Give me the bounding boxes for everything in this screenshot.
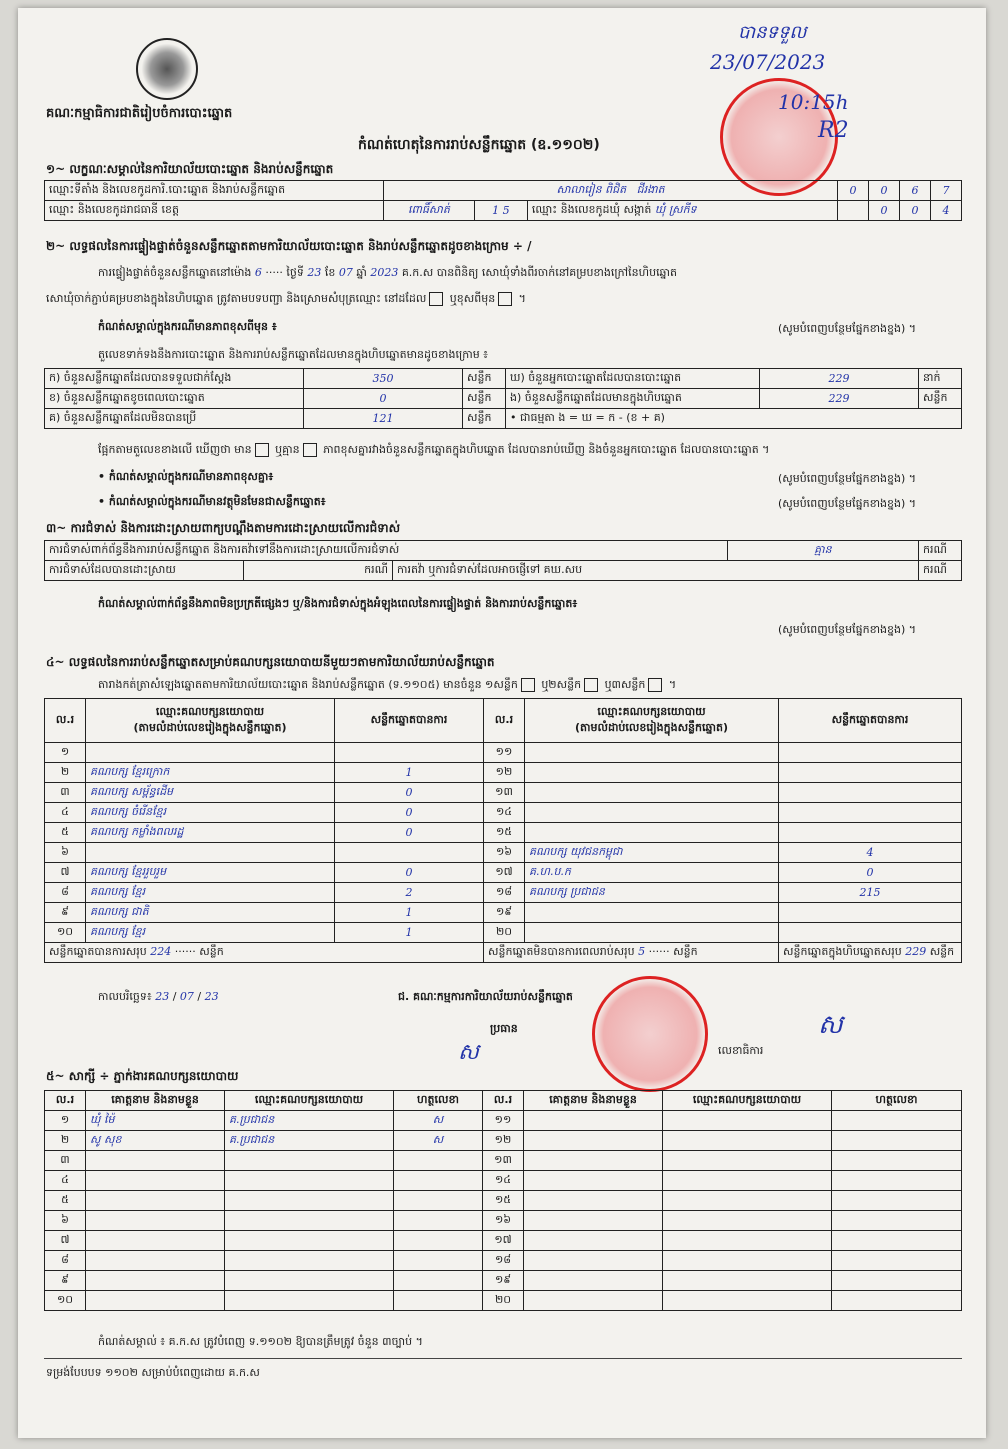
- party-votes: 2: [335, 883, 484, 903]
- witness-party: [225, 1151, 394, 1171]
- witness-party: [225, 1231, 394, 1251]
- unused-unit: សន្លឹក: [463, 409, 506, 429]
- verify-paragraph: ការផ្ទៀងផ្ទាត់ចំនួនសន្លឹកឆ្នោតនៅម៉ោង 6 ····· ថ្ងៃទី 23 ខែ 07 ឆ្នាំ 2023 គ.ក.ស បានពិនិត្យ សោឃុំទាំងពីរចាក់នៅគម្របខាងក្រៅនៃហិបឆ្នោត: [98, 266, 678, 279]
- party-no: ១៥: [484, 823, 525, 843]
- w-col-no-right: ល.រ: [483, 1091, 524, 1111]
- witness-name: [86, 1151, 225, 1171]
- party-name: គ.ហ.ប.ក: [525, 863, 779, 883]
- witness-signature: [832, 1251, 962, 1271]
- tally-sheet-line: តារាងកត់ត្រាសំឡេងឆ្នោតតាមការិយាល័យបោះឆ្នោត និងរាប់សន្លឹកឆ្នោត (ទ.១១០៥) មានចំនួន ១សន្លឹក ឬ២សន្លឹក ឬ៣សន្លឹក ។: [98, 678, 677, 691]
- col-party-left: ឈ្មោះគណបក្សនយោបាយ (តាមលំដាប់លេខរៀងក្នុងសន្លឹកឆ្នោត): [86, 699, 335, 743]
- party-no: ៣: [45, 783, 86, 803]
- witness-party: [225, 1171, 394, 1191]
- witness-row: [45, 1171, 962, 1191]
- witness-name: [86, 1251, 225, 1271]
- witness-signature: ស: [394, 1111, 483, 1131]
- witness-no: ៥: [45, 1191, 86, 1211]
- witness-no: ៧: [45, 1231, 86, 1251]
- same-checkbox[interactable]: [429, 292, 443, 306]
- witness-no: ១៥: [483, 1191, 524, 1211]
- witness-row: [45, 1111, 962, 1131]
- party-name: គណបក្ស យុវជនកម្ពុជា: [525, 843, 779, 863]
- witness-name: [86, 1271, 225, 1291]
- party-votes: 0: [335, 803, 484, 823]
- section1-heading: ១~ លក្ខណៈសម្គាល់នៃការិយាល័យបោះឆ្នោត និងរាប់សន្លឹកឆ្នោត: [46, 162, 334, 176]
- party-votes: 0: [335, 863, 484, 883]
- ballots-received-value: 350: [304, 369, 463, 389]
- in-box-unit: សន្លឹក: [919, 389, 962, 409]
- party-no: ១៧: [484, 863, 525, 883]
- witness-name: [524, 1151, 663, 1171]
- committee-signature-line: ជ. គណៈកម្មការការិយាល័យរាប់សន្លឹកឆ្នោត: [398, 990, 573, 1003]
- president-signature: ស: [458, 1040, 479, 1065]
- party-no: ២០: [484, 923, 525, 943]
- party-no: ៥: [45, 823, 86, 843]
- witness-no: ១៣: [483, 1151, 524, 1171]
- objection-value: គ្មាន: [727, 541, 918, 561]
- site-value: សាលារៀន ពិជិត ជីរងាត: [384, 181, 838, 201]
- witness-party: [225, 1251, 394, 1271]
- witness-name: [86, 1291, 225, 1311]
- discrepancy-line: ផ្អែកតាមតួលេខខាងលើ ឃើញថា មាន ឬគ្មាន ភាពខុសគ្នារវាងចំនួនសន្លឹកឆ្នោតក្នុងហិបឆ្នោត ដែលបានរាប់ឃើញ និងចំនួនអ្នកបោះឆ្នោត ដែលបានបោះឆ្នោត ។: [98, 443, 770, 456]
- witness-table: [44, 1090, 962, 1311]
- witness-name: [524, 1251, 663, 1271]
- witness-name: [86, 1211, 225, 1231]
- discrepancy-fill-note: (សូមបំពេញបន្ថែមផ្នែកខាងខ្នង) ។: [778, 472, 917, 485]
- party-votes: [779, 923, 962, 943]
- party-votes: [779, 743, 962, 763]
- irregularity-note: កំណត់សម្គាល់ពាក់ព័ន្ធនឹងភាពមិនប្រក្រតីផ្សេងៗ ឬ/និងការជំទាស់ក្នុងអំឡុងពេលនៃការផ្ទៀងផ្ទាត់ និងការរាប់សន្លឹកឆ្នោត៖: [98, 597, 578, 610]
- page-title: កំណត់ហេតុនៃការរាប់សន្លឹកឆ្នោត (ឧ.១១០២): [358, 137, 600, 153]
- witness-no: ២០: [483, 1291, 524, 1311]
- ballots-received-unit: សន្លឹក: [463, 369, 506, 389]
- col-votes-left: សន្លឹកឆ្នោតបានការ: [335, 699, 484, 743]
- voters-unit: នាក់: [919, 369, 962, 389]
- witness-row: [45, 1211, 962, 1231]
- party-row: [45, 903, 962, 923]
- resolved-value: ករណី: [244, 561, 393, 581]
- witness-row: [45, 1131, 962, 1151]
- party-no: ១: [45, 743, 86, 763]
- party-name: គណបក្ស ជាតិ: [86, 903, 335, 923]
- party-row: [45, 863, 962, 883]
- president-label: ប្រធាន: [490, 1022, 518, 1035]
- unused-value: 121: [304, 409, 463, 429]
- total-invalid: សន្លឹកឆ្នោតមិនបានការពេលរាប់សរុប 5 ······ សន្លឹក: [484, 943, 779, 963]
- section4-heading: ៤~ លទ្ធផលនៃការរាប់សន្លឹកឆ្នោតសម្រាប់គណបក្សនយោបាយនីមួយៗតាមការិយាល័យរាប់សន្លឹកឆ្នោត: [46, 655, 495, 669]
- party-votes: 215: [779, 883, 962, 903]
- voters-value: 229: [760, 369, 919, 389]
- party-name: [525, 743, 779, 763]
- witness-signature: [832, 1171, 962, 1191]
- secretary-signature: ស: [818, 1010, 843, 1040]
- difference-note: កំណត់សម្គាល់ក្នុងករណីមានភាពខុសពីមុន ៖: [98, 320, 277, 333]
- col-no-left: ល.រ: [45, 699, 86, 743]
- witness-name: [524, 1131, 663, 1151]
- resolved-label: ការជំទាស់ដែលបានដោះស្រាយ: [45, 561, 244, 581]
- w-col-party-left: ឈ្មោះគណបក្សនយោបាយ: [225, 1091, 394, 1111]
- witness-signature: [394, 1271, 483, 1291]
- appeal-label: ការតវ៉ា ឬការជំទាស់ដែលអាចផ្ញើទៅ គឃ.សប: [393, 561, 919, 581]
- site-code-1: 0: [838, 181, 869, 201]
- difference-fill-note: (សូមបំពេញបន្ថែមផ្នែកខាងខ្នង) ។: [778, 322, 917, 335]
- witness-signature: [832, 1191, 962, 1211]
- party-votes: [335, 743, 484, 763]
- figures-intro: តួលេខទាក់ទងនឹងការបោះឆ្នោត និងការរាប់សន្លឹកឆ្នោតដែលមានក្នុងហិបឆ្នោតមានដូចខាងក្រោម ៖: [98, 348, 489, 361]
- witness-name: [524, 1111, 663, 1131]
- witness-party: គ.ប្រជាជន: [225, 1131, 394, 1151]
- party-votes: 0: [335, 823, 484, 843]
- party-votes: 1: [335, 763, 484, 783]
- ballot-figures-table: [44, 368, 962, 429]
- different-checkbox[interactable]: [498, 292, 512, 306]
- witness-party: [663, 1251, 832, 1271]
- one-sheet-checkbox[interactable]: [521, 678, 535, 692]
- site-code-3: 6: [900, 181, 931, 201]
- total-valid: សន្លឹកឆ្នោតបានការសរុប 224 ······ សន្លឹក: [45, 943, 484, 963]
- receipt-date: 23/07/2023: [710, 50, 826, 74]
- witness-no: ១០: [45, 1291, 86, 1311]
- witness-name: [524, 1211, 663, 1231]
- appeal-unit: ករណី: [919, 561, 962, 581]
- commune-code-1: 0: [869, 201, 900, 221]
- witness-row: [45, 1291, 962, 1311]
- witness-signature: [394, 1231, 483, 1251]
- witness-name: [86, 1191, 225, 1211]
- party-row: [45, 823, 962, 843]
- non-ballot-fill-note: (សូមបំពេញបន្ថែមផ្នែកខាងខ្នង) ។: [778, 497, 917, 510]
- party-no: ៨: [45, 883, 86, 903]
- party-votes: [779, 903, 962, 923]
- party-row: [45, 843, 962, 863]
- witness-party: គ.ប្រជាជន: [225, 1111, 394, 1131]
- party-votes: 0: [779, 863, 962, 883]
- party-name: [525, 803, 779, 823]
- party-row: [45, 763, 962, 783]
- in-box-label: ង) ចំនួនសន្លឹកឆ្នោតដែលមានក្នុងហិបឆ្នោត: [506, 389, 760, 409]
- party-row: [45, 923, 962, 943]
- witness-signature: [832, 1151, 962, 1171]
- party-votes: [779, 783, 962, 803]
- party-name: [86, 743, 335, 763]
- committee-name: គណៈកម្មាធិការជាតិរៀបចំការបោះឆ្នោត: [46, 106, 233, 121]
- witness-signature: [832, 1211, 962, 1231]
- witness-signature: [832, 1131, 962, 1151]
- w-col-party-right: ឈ្មោះគណបក្សនយោបាយ: [663, 1091, 832, 1111]
- party-name: [525, 923, 779, 943]
- witness-row: [45, 1231, 962, 1251]
- commune-label-value: ឈ្មោះ និងលេខកូដឃុំ សង្កាត់ ឃុំ ស្រកីទ: [527, 201, 837, 221]
- witness-party: [663, 1211, 832, 1231]
- party-no: ៧: [45, 863, 86, 883]
- witness-party: [663, 1191, 832, 1211]
- site-label: ឈ្មោះទីតាំង និងលេខកូដការិ.បោះឆ្នោត និងរាប់សន្លឹកឆ្នោត: [45, 181, 384, 201]
- witness-name: ឃុំ ម៉ៃ: [86, 1111, 225, 1131]
- party-no: ២: [45, 763, 86, 783]
- voters-label: ឃ) ចំនួនអ្នកបោះឆ្នោតដែលបានបោះឆ្នោត: [506, 369, 760, 389]
- witness-signature: [394, 1211, 483, 1231]
- party-row: [45, 783, 962, 803]
- witness-party: [225, 1271, 394, 1291]
- witness-row: [45, 1271, 962, 1291]
- non-ballot-note: • កំណត់សម្គាល់ក្នុងករណីមានវត្ថុមិនមែនជាសន្លឹកឆ្នោត៖: [98, 495, 326, 508]
- party-no: ១២: [484, 763, 525, 783]
- witness-no: ៦: [45, 1211, 86, 1231]
- party-no: ១៦: [484, 843, 525, 863]
- party-no: ៩: [45, 903, 86, 923]
- party-results-table: [44, 698, 962, 963]
- witness-no: ១: [45, 1111, 86, 1131]
- party-row: [45, 883, 962, 903]
- witness-party: [663, 1151, 832, 1171]
- witness-signature: [394, 1191, 483, 1211]
- witness-no: ៨: [45, 1251, 86, 1271]
- witness-no: ៣: [45, 1151, 86, 1171]
- discrepancy-note: • កំណត់សម្គាល់ក្នុងករណីមានភាពខុសគ្នា៖: [98, 470, 274, 483]
- party-name: គណបក្ស ខ្មែររួបរួម: [86, 863, 335, 883]
- party-row: [45, 743, 962, 763]
- w-col-name-left: គោត្តនាម និងនាមខ្លួន: [86, 1091, 225, 1111]
- formula-note: • ជាធម្មតា ង = ឃ = ក - (ខ + គ): [506, 409, 962, 429]
- province-value: ពោធិ៍សាត់: [384, 201, 475, 221]
- witness-signature: ស: [394, 1131, 483, 1151]
- party-votes: 0: [335, 783, 484, 803]
- col-party-right: ឈ្មោះគណបក្សនយោបាយ (តាមលំដាប់លេខរៀងក្នុងសន្លឹកឆ្នោត): [525, 699, 779, 743]
- form-sheet: [18, 8, 986, 1438]
- witness-party: [663, 1111, 832, 1131]
- witness-row: [45, 1151, 962, 1171]
- witness-no: ១១: [483, 1111, 524, 1131]
- witness-row: [45, 1191, 962, 1211]
- party-no: ៤: [45, 803, 86, 823]
- party-votes: [779, 803, 962, 823]
- section5-heading: ៥~ សាក្សី ÷ ភ្នាក់ងារគណបក្សនយោបាយ: [46, 1069, 239, 1083]
- party-name: គណបក្ស ខ្មែរក្រោក: [86, 763, 335, 783]
- party-votes: [335, 843, 484, 863]
- party-no: ១៨: [484, 883, 525, 903]
- witness-name: សូ សុខ: [86, 1131, 225, 1151]
- spoiled-value: 0: [304, 389, 463, 409]
- objections-table: [44, 540, 962, 581]
- witness-party: [225, 1211, 394, 1231]
- seal-paragraph: សោឃុំចាក់ភ្ជាប់គម្របខាងក្នុងនៃហិបឆ្នោត ត្រូវតាមបទបញ្ជា និងស្រោមសំបុត្រឈ្មោះ នៅដដែល ឬខុសពីមុន ។: [46, 292, 526, 305]
- receipt-initials: R2: [818, 118, 849, 143]
- witness-party: [663, 1271, 832, 1291]
- party-votes: 1: [335, 923, 484, 943]
- witness-signature: [394, 1251, 483, 1271]
- witness-no: ១៤: [483, 1171, 524, 1191]
- witness-party: [663, 1131, 832, 1151]
- party-name: [525, 903, 779, 923]
- in-box-value: 229: [760, 389, 919, 409]
- party-name: គណបក្ស ចំរើនខ្មែរ: [86, 803, 335, 823]
- party-votes: [779, 763, 962, 783]
- witness-row: [45, 1251, 962, 1271]
- footnote: កំណត់សម្គាល់ ៖ គ.ក.ស ត្រូវបំពេញ ទ.១១០២ ឱ្យបានត្រឹមត្រូវ ចំនួន ៣ច្បាប់ ។: [98, 1335, 423, 1348]
- committee-seal: [592, 976, 708, 1092]
- witness-party: [225, 1191, 394, 1211]
- party-votes: 1: [335, 903, 484, 923]
- party-name: គណបក្ស កម្លាំងពលរដ្ឋ: [86, 823, 335, 843]
- party-name: [525, 763, 779, 783]
- irregularity-fill-note: (សូមបំពេញបន្ថែមផ្នែកខាងខ្នង) ។: [778, 623, 917, 636]
- witness-no: ១៨: [483, 1251, 524, 1271]
- secretary-label: លេខាធិការ: [718, 1044, 764, 1057]
- total-box: សន្លឹកឆ្នោតក្នុងហិបឆ្នោតសរុប 229 សន្លឹក: [779, 943, 962, 963]
- witness-signature: [394, 1291, 483, 1311]
- party-no: ១៣: [484, 783, 525, 803]
- has-discrepancy-checkbox[interactable]: [255, 443, 269, 457]
- party-votes: 4: [779, 843, 962, 863]
- witness-name: [524, 1291, 663, 1311]
- party-name: គណបក្ស ខ្មែរ: [86, 883, 335, 903]
- party-name: [525, 783, 779, 803]
- nec-emblem-icon: [136, 38, 198, 100]
- objection-unit: ករណី: [919, 541, 962, 561]
- witness-no: ១៩: [483, 1271, 524, 1291]
- province-label: ឈ្មោះ និងលេខកូដរាជធានី ខេត្ត: [45, 201, 384, 221]
- witness-signature: [832, 1111, 962, 1131]
- province-code: 1 5: [474, 201, 527, 221]
- w-col-sign-right: ហត្ថលេខា: [832, 1091, 962, 1111]
- receipt-label: បានទទួល: [738, 22, 807, 43]
- no-discrepancy-checkbox[interactable]: [303, 443, 317, 457]
- party-row: [45, 803, 962, 823]
- section3-heading: ៣~ ការជំទាស់ និងការដោះស្រាយពាក្យបណ្តឹងតាមការដោះស្រាយលើការជំទាស់: [46, 521, 401, 535]
- witness-signature: [394, 1151, 483, 1171]
- witness-name: [524, 1231, 663, 1251]
- witness-no: ១៦: [483, 1211, 524, 1231]
- section1-table: [44, 180, 962, 221]
- party-name: [525, 823, 779, 843]
- total-box-value: 229: [905, 944, 927, 958]
- witness-signature: [394, 1171, 483, 1191]
- witness-no: ១៧: [483, 1231, 524, 1251]
- spoiled-unit: សន្លឹក: [463, 389, 506, 409]
- witness-name: [86, 1171, 225, 1191]
- witness-name: [86, 1231, 225, 1251]
- objection-label: ការជំទាស់ពាក់ព័ន្ធនឹងការរាប់សន្លឹកឆ្នោត និងការតវ៉ាទៅនឹងការដោះស្រាយលើការជំទាស់: [45, 541, 728, 561]
- verify-hour: 6: [254, 266, 262, 279]
- col-votes-right: សន្លឹកឆ្នោតបានការ: [779, 699, 962, 743]
- witness-party: [225, 1291, 394, 1311]
- party-name: គណបក្ស សម្ព័ន្ធដើម: [86, 783, 335, 803]
- party-name: គណបក្ស ខ្មែរ: [86, 923, 335, 943]
- footer-divider: [44, 1358, 962, 1359]
- col-no-right: ល.រ: [484, 699, 525, 743]
- form-note: ទម្រង់បែបបទ ១១០២ សម្រាប់បំពេញដោយ គ.ក.ស: [46, 1366, 260, 1379]
- site-code-4: 7: [931, 181, 962, 201]
- commune-code-3: 4: [931, 201, 962, 221]
- total-invalid-value: 5: [638, 944, 646, 958]
- receipt-time: 10:15h: [778, 90, 849, 114]
- witness-party: [663, 1171, 832, 1191]
- three-sheet-checkbox[interactable]: [648, 678, 662, 692]
- two-sheet-checkbox[interactable]: [584, 678, 598, 692]
- witness-no: ៩: [45, 1271, 86, 1291]
- witness-name: [524, 1271, 663, 1291]
- witness-signature: [832, 1271, 962, 1291]
- witness-no: ១២: [483, 1131, 524, 1151]
- party-no: ១០: [45, 923, 86, 943]
- witness-name: [524, 1171, 663, 1191]
- signing-date: កាលបរិច្ឆេទ៖ 23 / 07 / 23: [98, 990, 219, 1003]
- witness-no: ៤: [45, 1171, 86, 1191]
- witness-signature: [832, 1291, 962, 1311]
- party-no: ១៤: [484, 803, 525, 823]
- unused-label: គ) ចំនួនសន្លឹកឆ្នោតដែលមិនបានប្រើ: [45, 409, 304, 429]
- party-no: ១៩: [484, 903, 525, 923]
- party-no: ៦: [45, 843, 86, 863]
- witness-signature: [832, 1231, 962, 1251]
- party-name: គណបក្ស ប្រជាជន: [525, 883, 779, 903]
- section2-heading: ២~ លទ្ធផលនៃការផ្ទៀងផ្ទាត់ចំនួនសន្លឹកឆ្នោតតាមការិយាល័យបោះឆ្នោត និងរាប់សន្លឹកឆ្នោតដូចខាងក្រោម ÷ /: [46, 239, 532, 253]
- party-name: [86, 843, 335, 863]
- site-code-2: 0: [869, 181, 900, 201]
- w-col-name-right: គោត្តនាម និងនាមខ្លួន: [524, 1091, 663, 1111]
- party-no: ១១: [484, 743, 525, 763]
- w-col-sign-left: ហត្ថលេខា: [394, 1091, 483, 1111]
- party-votes: [779, 823, 962, 843]
- witness-no: ២: [45, 1131, 86, 1151]
- total-valid-value: 224: [150, 944, 172, 958]
- witness-party: [663, 1291, 832, 1311]
- commune-code-0: [838, 201, 869, 221]
- witness-party: [663, 1231, 832, 1251]
- witness-name: [524, 1191, 663, 1211]
- spoiled-label: ខ) ចំនួនសន្លឹកឆ្នោតខូចពេលបោះឆ្នោត: [45, 389, 304, 409]
- w-col-no-left: ល.រ: [45, 1091, 86, 1111]
- commune-code-2: 0: [900, 201, 931, 221]
- ballots-received-label: ក) ចំនួនសន្លឹកឆ្នោតដែលបានទទួលជាក់ស្តែង: [45, 369, 304, 389]
